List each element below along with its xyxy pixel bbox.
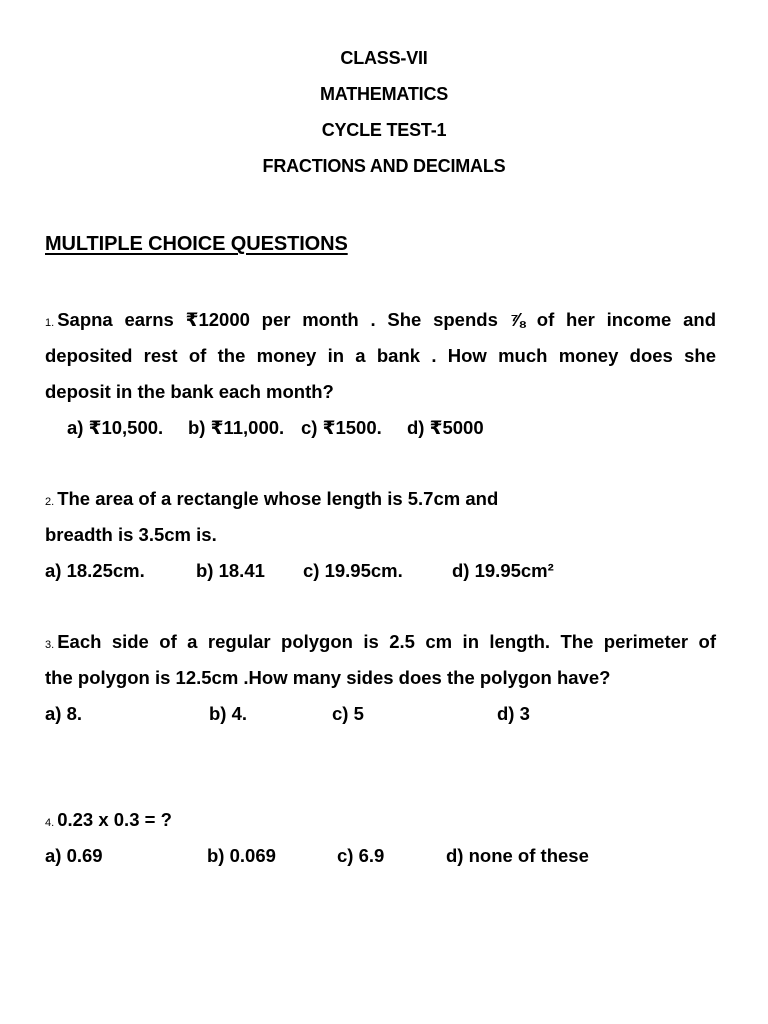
question-1-line-2: deposited rest of the money in a bank . How much money does she	[45, 345, 716, 366]
question-1-number: 1.	[45, 317, 55, 329]
question-1-line-1	[45, 308, 716, 335]
class-heading: CLASS-VII	[340, 48, 428, 68]
question-4-option-a: a) 0.69	[45, 845, 103, 866]
question-3-option-d: d) 3	[497, 703, 530, 724]
question-3-option-c: c) 5	[332, 703, 364, 724]
question-3-line-2: the polygon is 12.5cm .How many sides does the polygon have?	[45, 667, 611, 688]
question-3-number: 3.	[45, 639, 55, 651]
question-2-line-1	[45, 487, 498, 514]
test-heading: CYCLE TEST-1	[321, 120, 447, 140]
question-3-option-a: a) 8.	[45, 703, 83, 724]
question-2-option-b: b) 18.41	[196, 560, 265, 581]
question-4-line-1	[45, 808, 172, 835]
topic-heading: FRACTIONS AND DECIMALS	[262, 156, 506, 176]
question-1-line-3: deposit in the bank each month?	[45, 381, 334, 402]
question-2-line-2: breadth is 3.5cm is.	[45, 524, 217, 545]
question-2-option-c: c) 19.95cm.	[303, 560, 403, 581]
question-2-text-1: The area of a rectangle whose length is 5.7cm and	[57, 488, 499, 509]
question-1-option-c: c) ₹1500.	[301, 417, 382, 438]
question-1-option-d: d) ₹5000	[407, 417, 484, 438]
question-1-option-a: a) ₹10,500.	[67, 417, 164, 438]
question-4-option-d: d) none of these	[446, 845, 589, 866]
question-2-option-d: d) 19.95cm²	[452, 560, 554, 581]
question-1-text-1: Sapna earns ₹12000 per month . She spends ⅞ of her income and	[57, 309, 716, 330]
question-4-number: 4.	[45, 817, 55, 829]
section-title: MULTIPLE CHOICE QUESTIONS	[45, 233, 348, 255]
question-3-text-1: Each side of a regular polygon is 2.5 cm in length. The perimeter of	[57, 631, 716, 652]
question-4-text-1: 0.23 x 0.3 = ?	[57, 809, 172, 830]
subject-heading: MATHEMATICS	[319, 84, 449, 104]
question-4-option-c: c) 6.9	[337, 845, 385, 866]
question-4-option-b: b) 0.069	[207, 845, 276, 866]
question-1-option-b: b) ₹11,000.	[188, 417, 285, 438]
question-2-option-a: a) 18.25cm.	[45, 560, 145, 581]
question-2-number: 2.	[45, 496, 55, 508]
question-3-option-b: b) 4.	[209, 703, 248, 724]
question-3-line-1	[45, 630, 716, 657]
